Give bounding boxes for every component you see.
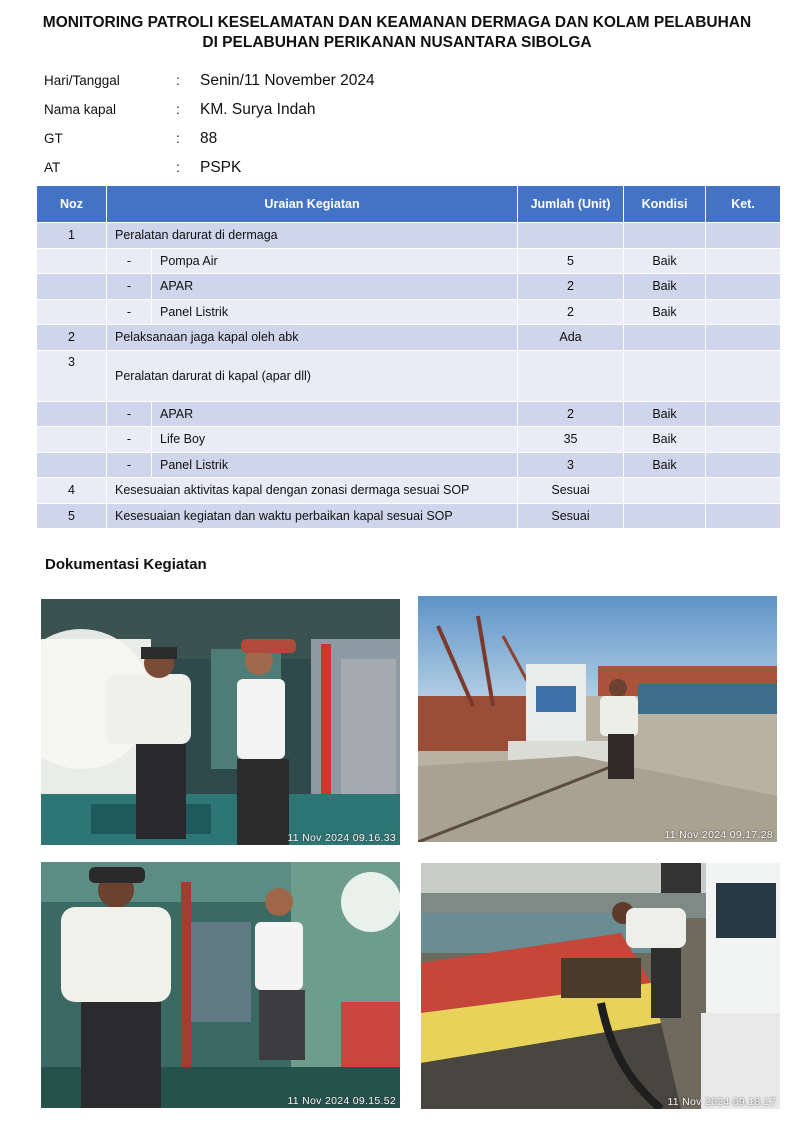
- cell-no: [37, 452, 107, 478]
- photo-timestamp: 11 Nov 2024 09.15.52: [287, 1095, 396, 1107]
- cell-item: APAR: [152, 274, 518, 300]
- documentation-photo-2: [418, 596, 777, 842]
- cell-kondisi: [624, 350, 706, 401]
- cell-ket: [706, 503, 781, 529]
- photo-engine-room: [41, 599, 400, 845]
- cell-jumlah: 5: [518, 248, 624, 274]
- cell-kondisi: [624, 223, 706, 249]
- header-jumlah: Jumlah (Unit): [518, 186, 624, 223]
- header-kondisi: Kondisi: [624, 186, 706, 223]
- cell-ket: [706, 248, 781, 274]
- cell-no: 4: [37, 478, 107, 504]
- documentation-title: Dokumentasi Kegiatan: [45, 556, 207, 573]
- cell-ket: [706, 478, 781, 504]
- info-label: GT: [44, 131, 63, 146]
- cell-item: Life Boy: [152, 427, 518, 453]
- info-value: Senin/11 November 2024: [200, 71, 375, 89]
- info-colon: :: [176, 73, 180, 88]
- cell-no: 3: [37, 350, 107, 401]
- cell-uraian: Pelaksanaan jaga kapal oleh abk: [107, 325, 518, 351]
- cell-ket: [706, 299, 781, 325]
- cell-uraian: Peralatan darurat di kapal (apar dll): [107, 350, 518, 401]
- title-line-2: DI PELABUHAN PERIKANAN NUSANTARA SIBOLGA: [202, 34, 592, 51]
- photo-timestamp: 11 Nov 2024 09.18.17: [667, 1096, 776, 1108]
- cell-item: APAR: [152, 401, 518, 427]
- info-row-gt: [44, 124, 444, 153]
- table-row: [37, 452, 781, 478]
- cell-no: 5: [37, 503, 107, 529]
- cell-ket: [706, 427, 781, 453]
- cell-uraian: Kesesuaian aktivitas kapal dengan zonasi dermaga sesuai SOP: [107, 478, 518, 504]
- cell-jumlah: 35: [518, 427, 624, 453]
- cell-kondisi: Baik: [624, 248, 706, 274]
- cell-no: [37, 401, 107, 427]
- photo-vessel-deck: [41, 862, 400, 1108]
- info-row-vessel: [44, 95, 444, 124]
- cell-dash: -: [107, 452, 152, 478]
- cell-no: 2: [37, 325, 107, 351]
- header-ket: Ket.: [706, 186, 781, 223]
- cell-ket: [706, 325, 781, 351]
- cell-dash: -: [107, 274, 152, 300]
- cell-ket: [706, 350, 781, 401]
- info-label: Nama kapal: [44, 102, 117, 117]
- table-row: [37, 503, 781, 529]
- table-row: [37, 248, 781, 274]
- photo-timestamp: 11 Nov 2024 09.16.33: [287, 832, 396, 844]
- info-colon: :: [176, 131, 180, 146]
- cell-jumlah: [518, 350, 624, 401]
- table-row: [37, 401, 781, 427]
- info-value: PSPK: [200, 158, 242, 176]
- documentation-photo-3: [41, 862, 400, 1108]
- table-row: [37, 274, 781, 300]
- table-row: [37, 223, 781, 249]
- cell-uraian: Peralatan darurat di dermaga: [107, 223, 518, 249]
- cell-jumlah: 2: [518, 401, 624, 427]
- cell-uraian: Kesesuaian kegiatan dan waktu perbaikan kapal sesuai SOP: [107, 503, 518, 529]
- photo-timestamp: 11 Nov 2024 09.17.28: [664, 829, 773, 841]
- cell-jumlah: [518, 223, 624, 249]
- cell-kondisi: [624, 503, 706, 529]
- cell-kondisi: Baik: [624, 274, 706, 300]
- header-uraian: Uraian Kegiatan: [107, 186, 518, 223]
- cell-jumlah: Sesuai: [518, 503, 624, 529]
- info-row-at: [44, 153, 444, 182]
- cell-dash: -: [107, 401, 152, 427]
- cell-jumlah: 3: [518, 452, 624, 478]
- table-row: [37, 350, 781, 401]
- table-row: [37, 478, 781, 504]
- cell-dash: -: [107, 299, 152, 325]
- cell-kondisi: Baik: [624, 427, 706, 453]
- cell-no: [37, 427, 107, 453]
- photo-dock-panel: [421, 863, 780, 1109]
- info-row-date: [44, 66, 444, 95]
- documentation-photo-4: [421, 863, 780, 1109]
- cell-ket: [706, 401, 781, 427]
- documentation-photo-1: [41, 599, 400, 845]
- cell-kondisi: [624, 325, 706, 351]
- cell-item: Pompa Air: [152, 248, 518, 274]
- cell-ket: [706, 452, 781, 478]
- cell-ket: [706, 223, 781, 249]
- cell-no: [37, 299, 107, 325]
- cell-kondisi: Baik: [624, 299, 706, 325]
- cell-jumlah: 2: [518, 299, 624, 325]
- info-value: 88: [200, 129, 218, 147]
- info-label: AT: [44, 160, 61, 175]
- cell-kondisi: [624, 478, 706, 504]
- cell-ket: [706, 274, 781, 300]
- cell-kondisi: Baik: [624, 401, 706, 427]
- cell-item: Panel Listrik: [152, 452, 518, 478]
- cell-dash: -: [107, 248, 152, 274]
- cell-jumlah: Ada: [518, 325, 624, 351]
- cell-kondisi: Baik: [624, 452, 706, 478]
- info-colon: :: [176, 102, 180, 117]
- info-value: KM. Surya Indah: [200, 100, 316, 118]
- title-line-1: MONITORING PATROLI KESELAMATAN DAN KEAMANAN DERMAGA DAN KOLAM PELABUHAN: [42, 14, 752, 31]
- table-row: [37, 299, 781, 325]
- cell-no: [37, 274, 107, 300]
- info-label: Hari/Tanggal: [44, 73, 120, 88]
- cell-item: Panel Listrik: [152, 299, 518, 325]
- photo-dock-pump: [418, 596, 777, 842]
- cell-jumlah: Sesuai: [518, 478, 624, 504]
- info-colon: :: [176, 160, 180, 175]
- cell-no: [37, 248, 107, 274]
- table-row: [37, 427, 781, 453]
- vessel-info: [44, 66, 444, 182]
- cell-dash: -: [107, 427, 152, 453]
- table-header-row: [37, 186, 781, 223]
- cell-no: 1: [37, 223, 107, 249]
- document-title: [0, 13, 794, 53]
- table-row: [37, 325, 781, 351]
- cell-jumlah: 2: [518, 274, 624, 300]
- header-no: Noz: [37, 186, 107, 223]
- activity-table: [36, 185, 781, 529]
